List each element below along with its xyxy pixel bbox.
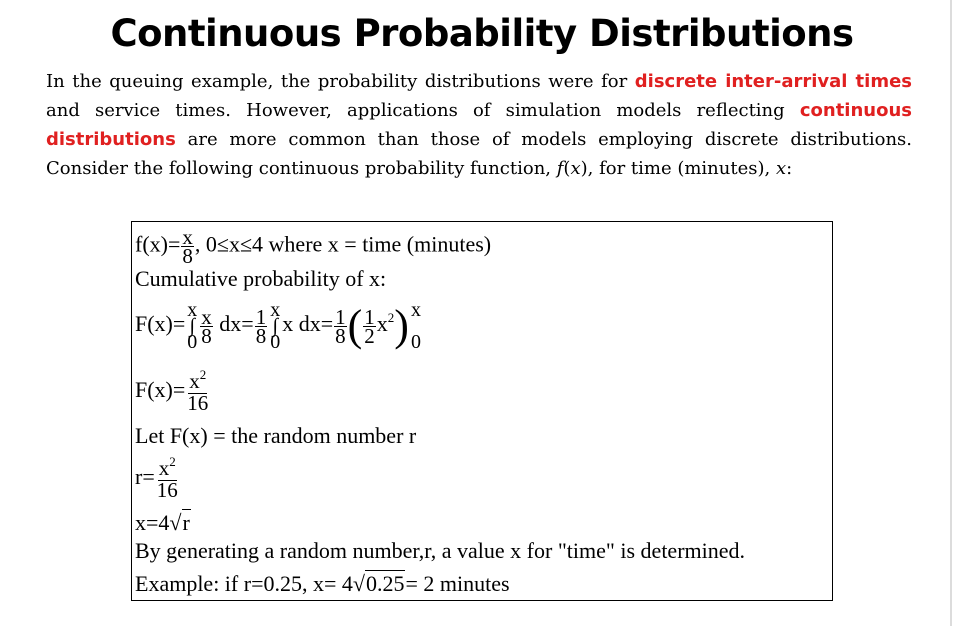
example-line — [135, 573, 510, 595]
cdf-mid-1: dx= — [219, 311, 254, 337]
example-root-symbol: √ — [352, 571, 365, 596]
x-radicand: r — [182, 510, 190, 535]
cdf-f1-num: x — [201, 304, 212, 329]
fx-open: ( — [563, 158, 571, 179]
r-den: 16 — [156, 478, 178, 502]
integral-1-lower: 0 — [187, 331, 198, 353]
cdf-f3-den: 8 — [335, 323, 346, 348]
cdf-left-paren: ( — [347, 301, 363, 350]
integral-2-upper: x — [270, 299, 281, 321]
cdf-fraction-4 — [363, 304, 376, 348]
r-lhs: r= — [135, 464, 155, 490]
pdf-fraction — [181, 225, 194, 268]
generation-note: By generating a random number,r, a value x for "time" is determined. — [135, 538, 746, 563]
cdf-f3-num: 1 — [335, 304, 346, 329]
cdf-result-x: x — [189, 369, 200, 393]
integral-1-symbol: ∫ — [189, 315, 196, 337]
integral-1-upper: x — [187, 299, 198, 321]
intro-paragraph — [46, 67, 912, 183]
eval-bounds — [410, 299, 421, 353]
integral-2 — [270, 299, 281, 353]
formula-pdf — [135, 225, 492, 268]
formula-cdf-result — [135, 367, 210, 415]
example-radicand: 0.25 — [365, 571, 405, 596]
pdf-rest: , 0≤x≤4 where x = time (minutes) — [194, 231, 492, 257]
integral-2-lower: 0 — [270, 331, 281, 353]
x-root-symbol: √ — [169, 510, 182, 535]
cdf-f2-den: 8 — [255, 323, 267, 348]
let-statement: Let F(x) = the random number r — [135, 423, 417, 448]
cdf-lhs: F(x)= — [135, 311, 186, 337]
pdf-lhs: f(x)= — [135, 231, 181, 257]
cdf-result-den: 16 — [187, 391, 209, 415]
para-text-3: are more common than those of models employing discrete distributions. Consider the following continuous probability function, — [46, 129, 912, 179]
integral-1 — [187, 299, 198, 353]
r-num-x: x — [158, 456, 170, 480]
cdf-result-fraction — [186, 367, 209, 415]
cdf-f2-num: 1 — [255, 304, 267, 329]
r-fraction — [156, 454, 179, 502]
cdf-mid-2: x dx= — [282, 311, 334, 337]
highlight-discrete: discrete inter-arrival times — [634, 71, 912, 92]
cdf-result-exp: 2 — [199, 367, 207, 382]
highlight-continuous: continuous distributions — [46, 100, 912, 150]
cdf-fraction-2 — [255, 304, 268, 348]
pdf-num: x — [182, 225, 193, 249]
example-b: = 2 minutes — [405, 571, 510, 596]
formula-r — [135, 454, 180, 502]
example-a: Example: if r=0.25, x= 4 — [135, 571, 353, 596]
eval-lower: 0 — [410, 331, 421, 353]
formula-x — [135, 512, 191, 534]
x-lhs: x=4 — [135, 510, 170, 535]
fx-f: f — [556, 158, 564, 179]
cdf-exp: 2 — [387, 310, 395, 326]
r-num-exp: 2 — [169, 454, 176, 469]
cumulative-heading: Cumulative probability of x: — [135, 266, 387, 291]
slide-title: Continuous Probability Distributions — [110, 12, 854, 55]
pdf-den: 8 — [182, 244, 193, 268]
cdf-x: x — [376, 311, 388, 337]
integral-2-symbol: ∫ — [272, 315, 278, 337]
para-text-1: In the queuing example, the probability distributions were for — [46, 71, 635, 92]
para-colon: : — [786, 158, 793, 179]
cdf-f4-den: 2 — [364, 323, 375, 348]
cdf-f1-den: 8 — [201, 323, 212, 348]
cdf-f4-num: 1 — [364, 304, 375, 329]
eval-upper: x — [410, 299, 421, 321]
var-x: x — [775, 158, 787, 179]
cdf-fraction-3 — [334, 304, 347, 348]
fx-close: ), for time (minutes), — [580, 158, 776, 179]
formula-cdf-integral — [135, 299, 423, 353]
fx-x: x — [570, 158, 581, 179]
cdf-right-paren: ) — [394, 301, 409, 350]
cdf-fraction-1 — [200, 304, 213, 348]
cdf-result-lhs: F(x)= — [135, 377, 186, 403]
formula-box — [131, 221, 833, 601]
right-edge-divider — [950, 0, 952, 626]
para-text-2: and service times. However, applications of simulation models reflecting — [46, 100, 800, 121]
